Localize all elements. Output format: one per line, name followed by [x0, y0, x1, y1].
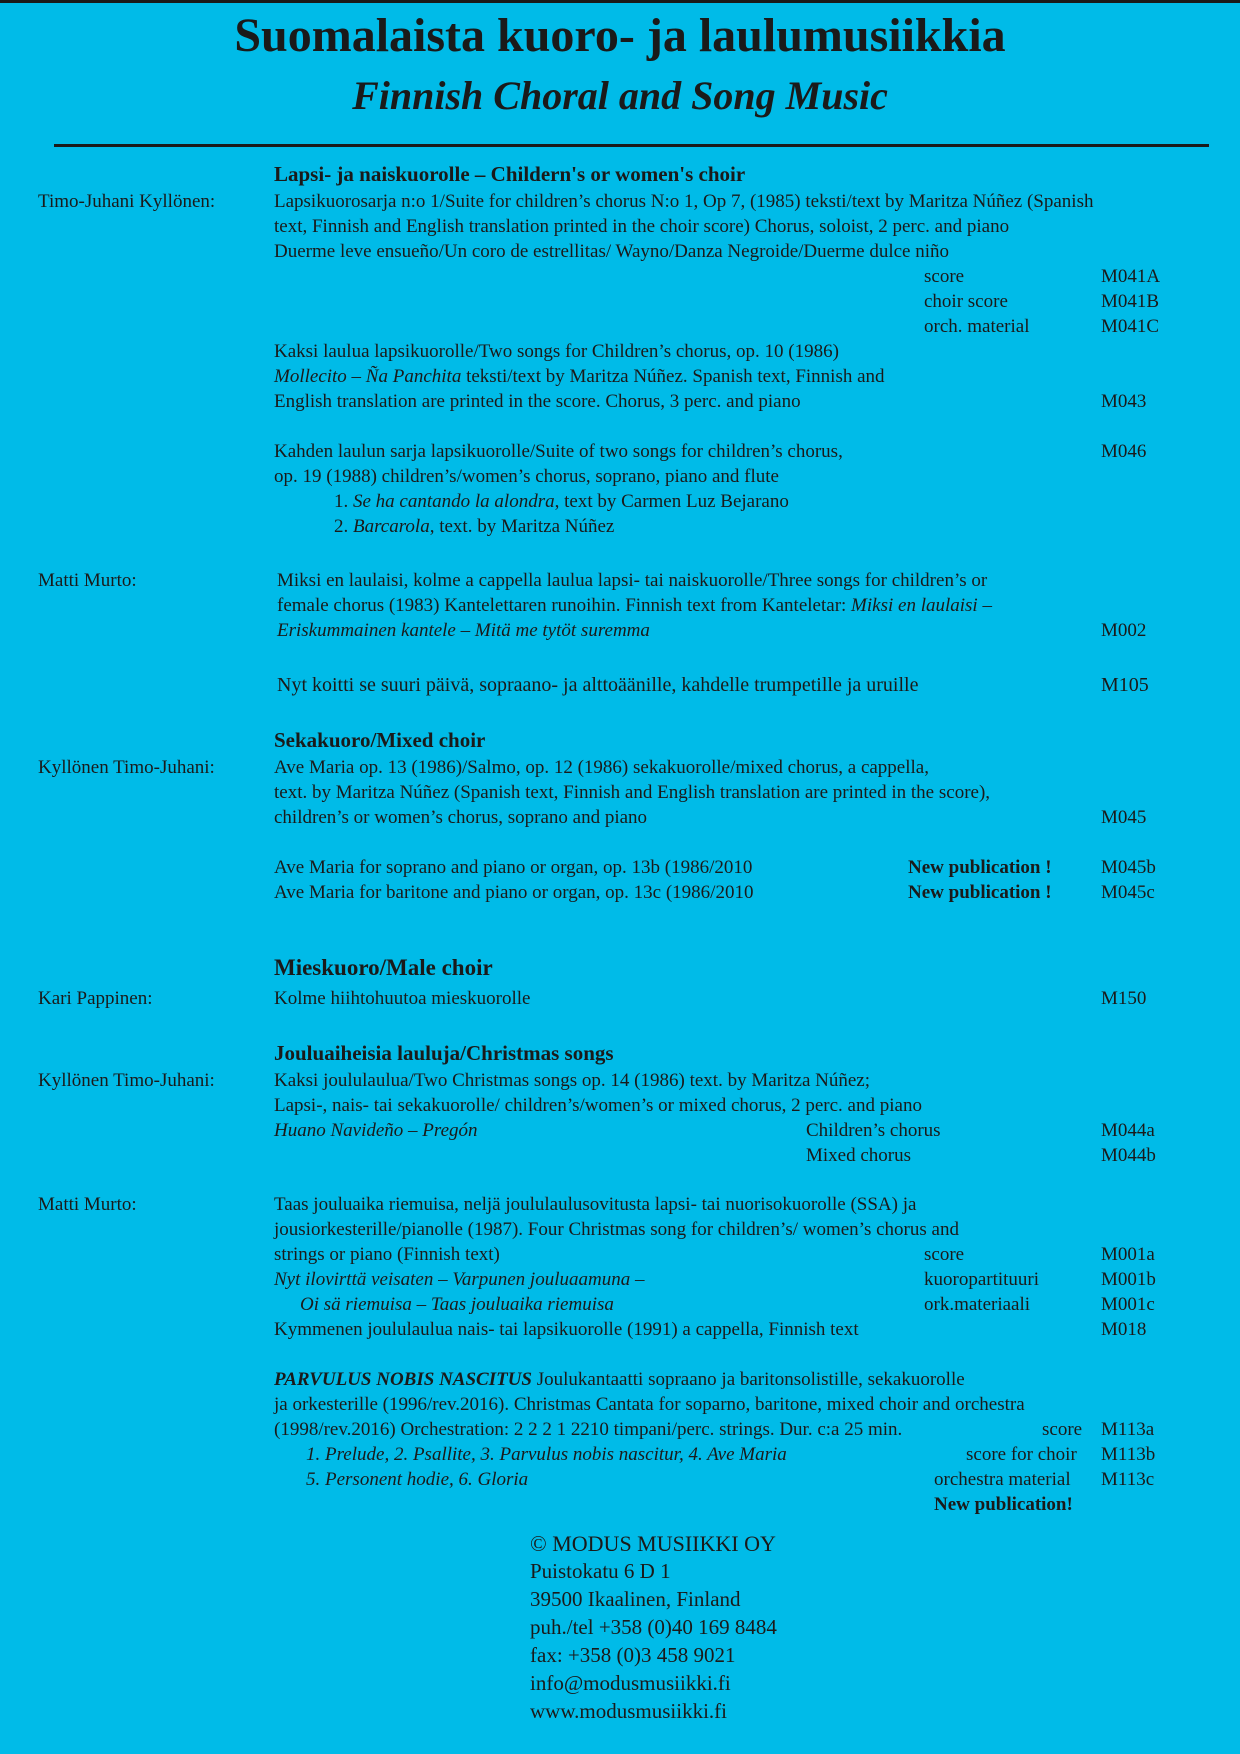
catalog-code: M041A [1101, 266, 1161, 287]
work-description: ja orkesterille (1996/rev.2016). Christmas Cantata for soparno, baritone, mixed choir and orchestra [274, 1394, 1025, 1415]
work-description: Taas jouluaika riemuisa, neljä joululaulusovitusta lapsi- tai nuorisokuorolle (SSA) ja [274, 1194, 917, 1215]
section-heading-male-choir: Mieskuoro/Male choir [274, 955, 493, 980]
catalog-code: M018 [1101, 1319, 1147, 1340]
address-street: Puistokatu 6 D 1 [530, 1559, 671, 1583]
new-publication-badge: New publication ! [908, 857, 1052, 878]
work-description: Nyt koitti se suuri päivä, sopraano- ja alttoäänille, kahdelle trumpetille ja uruille [277, 674, 919, 696]
edition-label: kuoropartituuri [924, 1269, 1040, 1290]
catalog-code: M002 [1101, 620, 1147, 641]
section-heading-mixed-choir: Sekakuoro/Mixed choir [274, 728, 486, 752]
edition-label: score [924, 266, 965, 287]
edition-label: choir score [924, 291, 1008, 312]
catalog-code: M041B [1101, 291, 1160, 312]
header-divider [54, 144, 1209, 147]
composer-name: Matti Murto: [38, 570, 137, 591]
edition-label: score for choir [966, 1444, 1077, 1465]
website-url: www.modusmusiikki.fi [530, 1699, 727, 1723]
movement-item [334, 489, 789, 514]
catalog-code: M045b [1101, 857, 1156, 878]
catalog-code: M046 [1101, 441, 1147, 462]
work-description: Kaksi joululaulua/Two Christmas songs op. 14 (1986) text. by Maritza Núñez; [274, 1070, 871, 1091]
work-description: strings or piano (Finnish text) [274, 1244, 500, 1265]
catalog-code: M001a [1101, 1244, 1155, 1265]
work-description: Kymmenen joululaulua nais- tai lapsikuorolle (1991) a cappella, Finnish text [274, 1319, 859, 1340]
catalog-code: M113c [1101, 1469, 1155, 1490]
catalog-code: M113b [1101, 1444, 1156, 1465]
catalog-code: M041C [1101, 316, 1160, 337]
work-description: op. 19 (1988) children’s/women’s chorus, soprano, piano and flute [274, 466, 779, 487]
work-description [274, 364, 885, 389]
work-description: text, Finnish and English translation printed in the choir score) Chorus, soloist, 2 perc. and piano [274, 216, 1010, 237]
movement-credit: , text by Carmen Luz Bejarano [554, 491, 789, 512]
work-description: Ave Maria for soprano and piano or organ, op. 13b (1986/2010 [274, 857, 753, 878]
new-publication-badge: New publication ! [908, 882, 1052, 903]
work-description: (1998/rev.2016) Orchestration: 2 2 2 1 2210 timpani/perc. strings. Dur. c:a 25 min. [274, 1419, 903, 1440]
edition-label: score [924, 1244, 965, 1265]
work-description: jousiorkesterille/pianolle (1987). Four Christmas song for children’s/ women’s chorus and [274, 1219, 959, 1240]
catalog-code: M001b [1101, 1269, 1156, 1290]
work-title: PARVULUS NOBIS NASCITUS [274, 1369, 532, 1390]
work-movements: Duerme leve ensueño/Un coro de estrellitas/ Wayno/Danza Negroide/Duerme dulce niño [274, 241, 950, 262]
work-subtitle: Nyt ilovirttä veisaten – Varpunen jouluaamuna – [274, 1269, 645, 1290]
work-text: female chorus (1983) Kantelettaren runoihin. Finnish text from Kanteletar: [277, 595, 852, 616]
edition-label: orchestra material [934, 1469, 1071, 1490]
section-heading-childrens-womens-choir: Lapsi- ja naiskuorolle – Childern's or women's choir [274, 162, 746, 186]
composer-name: Matti Murto: [38, 1194, 137, 1215]
work-description: Kaksi laulua lapsikuorolle/Two songs for Children’s chorus, op. 10 (1986) [274, 341, 839, 362]
email-address: info@modusmusiikki.fi [530, 1671, 731, 1695]
publisher-name: © MODUS MUSIIKKI OY [530, 1531, 776, 1556]
composer-name: Kyllönen Timo-Juhani: [38, 757, 215, 778]
edition-label: score [1042, 1419, 1083, 1440]
catalog-code: M001c [1101, 1294, 1155, 1315]
catalog-code: M150 [1101, 988, 1147, 1009]
work-description [277, 593, 992, 618]
work-text: teksti/text by Maritza Núñez. Spanish text, Finnish and [461, 366, 885, 387]
catalog-code: M045 [1101, 807, 1147, 828]
catalog-code: M105 [1101, 674, 1149, 696]
fax-number: fax: +358 (0)3 458 9021 [530, 1643, 736, 1667]
catalog-code: M044a [1101, 1120, 1155, 1141]
edition-label: Children’s chorus [806, 1120, 941, 1141]
work-description: English translation are printed in the score. Chorus, 3 perc. and piano [274, 391, 801, 412]
section-heading-christmas-songs: Jouluaiheisia lauluja/Christmas songs [274, 1041, 614, 1065]
new-publication-badge: New publication! [934, 1494, 1073, 1515]
work-description: Lapsi-, nais- tai sekakuorolle/ children’s/women’s or mixed chorus, 2 perc. and piano [274, 1095, 922, 1116]
address-city: 39500 Ikaalinen, Finland [530, 1587, 741, 1611]
catalog-code: M113a [1101, 1419, 1155, 1440]
movement-list: 1. Prelude, 2. Psallite, 3. Parvulus nobis nascitur, 4. Ave Maria [306, 1444, 787, 1465]
composer-name: Kari Pappinen: [38, 988, 153, 1009]
phone-number: puh./tel +358 (0)40 169 8484 [530, 1615, 777, 1639]
edition-label: orch. material [924, 316, 1030, 337]
composer-name: Timo-Juhani Kyllönen: [38, 191, 216, 212]
work-description: Ave Maria for baritone and piano or organ, op. 13c (1986/2010 [274, 882, 754, 903]
movement-title: Se ha cantando la alondra [353, 491, 555, 512]
movement-title: Barcarola [353, 516, 430, 537]
movement-credit: , text. by Maritza Núñez [429, 516, 615, 537]
work-description: children’s or women’s chorus, soprano and piano [274, 807, 648, 828]
edition-label: Mixed chorus [806, 1145, 912, 1166]
work-subtitle: Eriskummainen kantele – Mitä me tytöt suremma [277, 620, 650, 641]
work-description: text. by Maritza Núñez (Spanish text, Finnish and English translation are printed in the score), [274, 782, 991, 803]
edition-label: ork.materiaali [924, 1294, 1031, 1315]
top-border [0, 0, 1240, 3]
work-description [274, 1367, 965, 1392]
catalog-code: M043 [1101, 391, 1147, 412]
page-title-english: Finnish Choral and Song Music [352, 73, 888, 118]
movement-list: 5. Personent hodie, 6. Gloria [306, 1469, 529, 1490]
work-description: Ave Maria op. 13 (1986)/Salmo, op. 12 (1986) sekakuorolle/mixed chorus, a cappella, [274, 757, 929, 778]
movement-item [334, 514, 614, 539]
work-subtitle: Oi sä riemuisa – Taas jouluaika riemuisa [300, 1294, 614, 1315]
work-description: Kahden laulun sarja lapsikuorolle/Suite of two songs for children’s chorus, [274, 441, 843, 462]
catalog-code: M044b [1101, 1145, 1156, 1166]
work-description: Lapsikuorosarja n:o 1/Suite for children’s chorus N:o 1, Op 7, (1985) teksti/text by Maritza Núñez (Spanish [274, 191, 1094, 212]
movement-number: 1. [334, 491, 353, 512]
work-subtitle: Miksi en laulaisi – [851, 595, 992, 616]
movement-number: 2. [334, 516, 353, 537]
work-subtitle: Mollecito – Ña Panchita [274, 366, 462, 387]
page-title-finnish: Suomalaista kuoro- ja laulumusiikkia [234, 9, 1006, 62]
work-subtitle: Huano Navideño – Pregón [274, 1120, 478, 1141]
composer-name: Kyllönen Timo-Juhani: [38, 1070, 215, 1091]
catalog-code: M045c [1101, 882, 1155, 903]
work-description: Miksi en laulaisi, kolme a cappella laulua lapsi- tai naiskuorolle/Three songs for children’s or [277, 570, 988, 591]
work-text: Joulukantaatti sopraano ja baritonsolistille, sekakuorolle [531, 1369, 965, 1390]
work-description: Kolme hiihtohuutoa mieskuorolle [274, 988, 531, 1009]
